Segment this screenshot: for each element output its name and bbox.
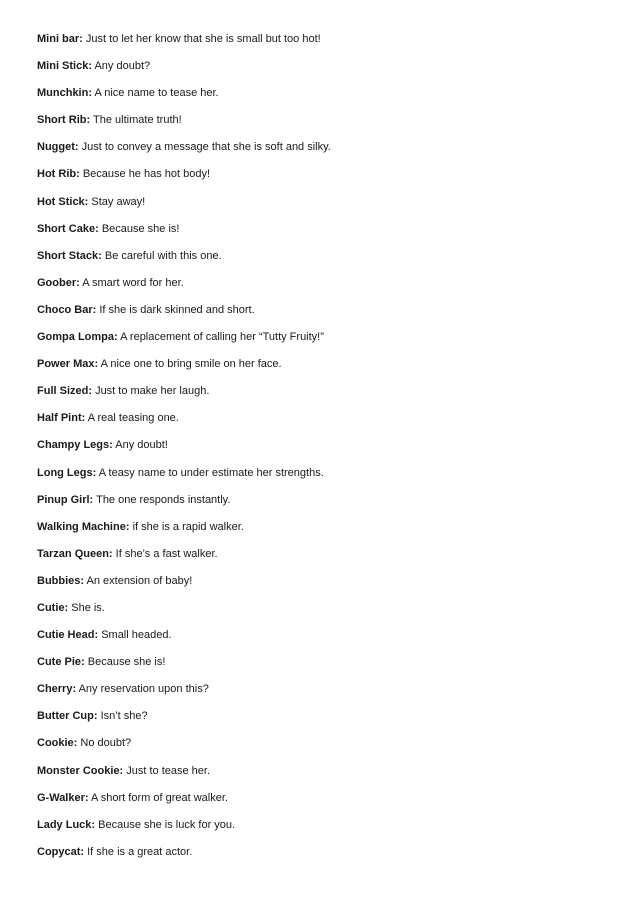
nickname-term: Hot Stick: xyxy=(37,195,89,208)
nickname-term: Pinup Girl: xyxy=(37,493,94,506)
nickname-description: If she is dark skinned and short. xyxy=(99,303,255,316)
nickname-description: Just to convey a message that she is soft and silky. xyxy=(81,141,331,154)
nickname-term: Tarzan Queen: xyxy=(37,547,113,560)
list-item xyxy=(37,273,617,300)
nickname-description: Any reservation upon this? xyxy=(78,683,209,696)
nickname-term: Cutie Head: xyxy=(37,629,99,642)
list-item xyxy=(37,733,617,760)
nickname-description: Because she is! xyxy=(101,222,180,235)
nickname-term: Mini bar: xyxy=(37,33,83,45)
nickname-description: if she is a rapid walker. xyxy=(132,520,244,533)
list-item xyxy=(37,354,617,381)
list-item xyxy=(37,110,617,137)
list-item xyxy=(37,517,617,544)
nickname-description: A teasy name to under estimate her strengths. xyxy=(98,466,324,479)
list-item xyxy=(37,598,617,625)
list-item xyxy=(37,300,617,327)
list-item xyxy=(37,408,617,435)
list-item xyxy=(37,192,617,219)
nickname-description: Small headed. xyxy=(101,629,172,642)
list-item xyxy=(37,706,617,733)
nickname-description: Just to let her know that she is small but too hot! xyxy=(85,33,321,45)
nickname-term: Half Pint: xyxy=(37,412,86,425)
list-item xyxy=(37,625,617,652)
nickname-description: A replacement of calling her “Tutty Fruity!” xyxy=(120,331,324,344)
nickname-description: Isn’t she? xyxy=(100,710,148,723)
nickname-description: An extension of baby! xyxy=(86,574,193,587)
nickname-term: Cute Pie: xyxy=(37,656,85,669)
list-item xyxy=(37,761,617,788)
list-item xyxy=(37,842,617,869)
nickname-term: Nugget: xyxy=(37,141,79,154)
nickname-term: Choco Bar: xyxy=(37,303,97,316)
nickname-description: The one responds instantly. xyxy=(96,493,231,506)
nickname-term: Gompa Lompa: xyxy=(37,331,118,344)
nickname-description: A short form of great walker. xyxy=(91,791,228,804)
nickname-description: Just to tease her. xyxy=(126,764,211,777)
nickname-term: Goober: xyxy=(37,276,80,289)
list-item xyxy=(37,652,617,679)
list-item xyxy=(37,490,617,517)
nickname-description: A nice name to tease her. xyxy=(94,87,219,100)
nickname-term: Bubbies: xyxy=(37,574,85,587)
nickname-term: Cookie: xyxy=(37,737,78,750)
nickname-term: Munchkin: xyxy=(37,87,92,100)
list-item xyxy=(37,381,617,408)
list-item xyxy=(37,463,617,490)
list-item xyxy=(37,679,617,706)
nickname-term: Short Cake: xyxy=(37,222,99,235)
nickname-description: A real teasing one. xyxy=(87,412,179,425)
nickname-description: The ultimate truth! xyxy=(93,114,182,127)
nickname-term: Walking Machine: xyxy=(37,520,130,533)
nickname-term: Cutie: xyxy=(37,601,69,614)
list-item xyxy=(37,137,617,164)
list-item xyxy=(37,435,617,462)
nickname-term: Mini Stick: xyxy=(37,60,93,73)
nickname-term: Power Max: xyxy=(37,358,99,371)
nickname-list xyxy=(37,29,617,869)
list-item xyxy=(37,327,617,354)
list-item xyxy=(37,246,617,273)
nickname-term: Short Stack: xyxy=(37,249,102,262)
list-item xyxy=(37,815,617,842)
nickname-term: Long Legs: xyxy=(37,466,97,479)
nickname-term: Full Sized: xyxy=(37,385,92,398)
nickname-description: Any doubt? xyxy=(94,60,151,73)
nickname-description: Any doubt! xyxy=(115,439,168,452)
list-item xyxy=(37,83,617,110)
list-item xyxy=(37,788,617,815)
nickname-description: Because he has hot body! xyxy=(82,168,211,181)
list-item xyxy=(37,571,617,598)
nickname-description: Because she is! xyxy=(87,656,166,669)
nickname-term: Butter Cup: xyxy=(37,710,98,723)
list-item xyxy=(37,56,617,83)
nickname-term: G-Walker: xyxy=(37,791,89,804)
nickname-term: Lady Luck: xyxy=(37,818,96,831)
nickname-description: Stay away! xyxy=(91,195,146,208)
nickname-description: If she is a great actor. xyxy=(87,845,193,858)
list-item xyxy=(37,164,617,191)
nickname-term: Hot Rib: xyxy=(37,168,80,181)
nickname-description: If she’s a fast walker. xyxy=(115,547,218,560)
nickname-term: Short Rib: xyxy=(37,114,91,127)
nickname-term: Monster Cookie: xyxy=(37,764,124,777)
nickname-description: No doubt? xyxy=(80,737,132,750)
list-item xyxy=(37,219,617,246)
nickname-description: A smart word for her. xyxy=(82,276,184,289)
list-item xyxy=(37,29,617,56)
nickname-term: Champy Legs: xyxy=(37,439,113,452)
nickname-description: A nice one to bring smile on her face. xyxy=(100,358,282,371)
nickname-term: Copycat: xyxy=(37,845,85,858)
nickname-description: Just to make her laugh. xyxy=(95,385,210,398)
nickname-description: She is. xyxy=(71,601,105,614)
nickname-description: Be careful with this one. xyxy=(104,249,222,262)
list-item xyxy=(37,544,617,571)
nickname-description: Because she is luck for you. xyxy=(98,818,236,831)
nickname-term: Cherry: xyxy=(37,683,77,696)
